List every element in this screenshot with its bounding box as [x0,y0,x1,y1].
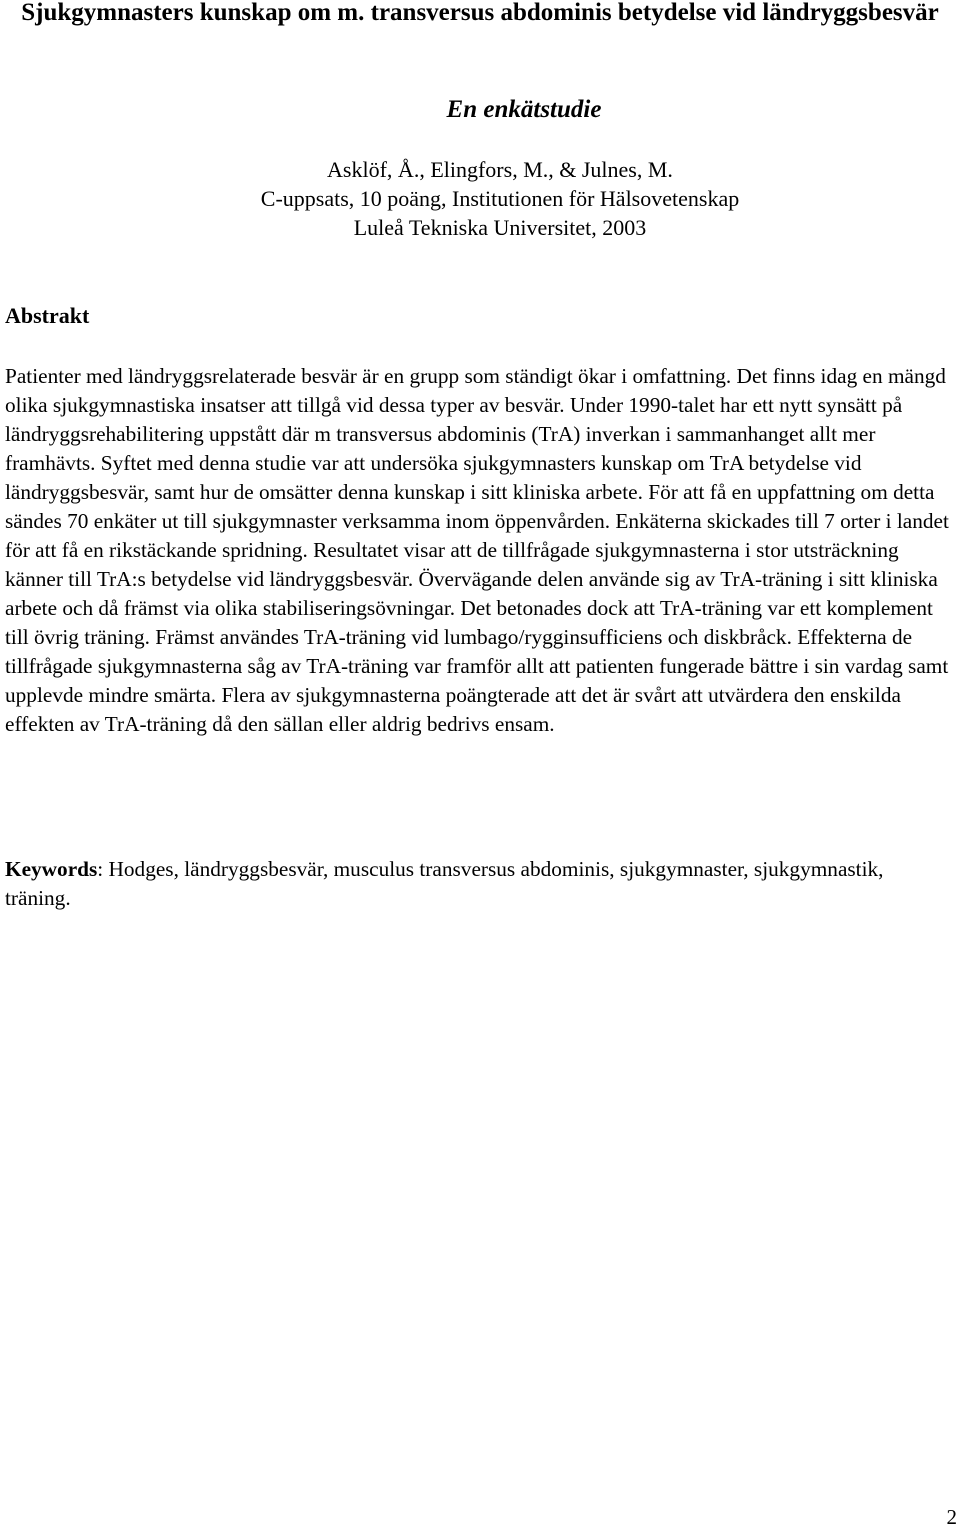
keywords-separator: : [97,857,109,881]
keywords-paragraph [5,855,950,913]
abstract-body: Patienter med ländryggsrelaterade besvär är en grupp som ständigt ökar i omfattning. Det finns idag en mängd olika sjukgymnastiska insatser att tillgå vid dessa typer av besvär. Under 1990-talet har ett nytt synsätt på ländryggsrehabilitering uppstått där m transversus abdominis (TrA) inverkan i sammanhanget allt mer framhävts. Syftet med denna studie var att undersöka sjukgymnasters kunskap om TrA betydelse vid ländryggsbesvär, samt hur de omsätter denna kunskap i sitt kliniska arbete. För att få en uppfattning om detta sändes 70 enkäter ut till sjukgymnaster verksamma inom öppenvården. Enkäterna skickades till 7 orter i landet för att få en rikstäckande spridning. Resultatet visar att de tillfrågade sjukgymnasterna i stor utsträckning känner till TrA:s betydelse vid ländryggsbesvär. Övervägande delen använde sig av TrA-träning i sitt kliniska arbete och då främst via olika stabiliseringsövningar. Det betonades dock att TrA-träning var ett komplement till övrig träning. Främst användes TrA-träning vid lumbago/rygginsufficiens och diskbråck. Effekterna de tillfrågade sjukgymnasterna såg av TrA-träning var framför allt att patienten fungerade bättre i sin vardag samt upplevde mindre smärta. Flera av sjukgymnasterna poängterade att det är svårt att utvärdera den enskilda effekten av TrA-träning då den sällan eller aldrig bedrivs ensam. [5,364,949,736]
university: Luleå Tekniska Universitet, 2003 [353,215,647,240]
abstract-heading: Abstrakt [5,303,90,328]
thesis-info: C-uppsats, 10 poäng, Institutionen för Hälsovetenskap [260,186,740,211]
authors: Asklöf, Å., Elingfors, M., & Julnes, M. [327,157,673,182]
keywords-label: Keywords [5,857,98,881]
document-meta [0,155,960,242]
document-title: Sjukgymnasters kunskap om m. transversus abdominis betydelse vid ländryggsbesvär [21,0,939,26]
keywords-text: Hodges, ländryggsbesvär, musculus transversus abdominis, sjukgymnaster, sjukgymnastik, träning. [5,857,884,910]
document-subtitle: En enkätstudie [446,96,602,123]
page-number: 2 [946,1505,957,1529]
